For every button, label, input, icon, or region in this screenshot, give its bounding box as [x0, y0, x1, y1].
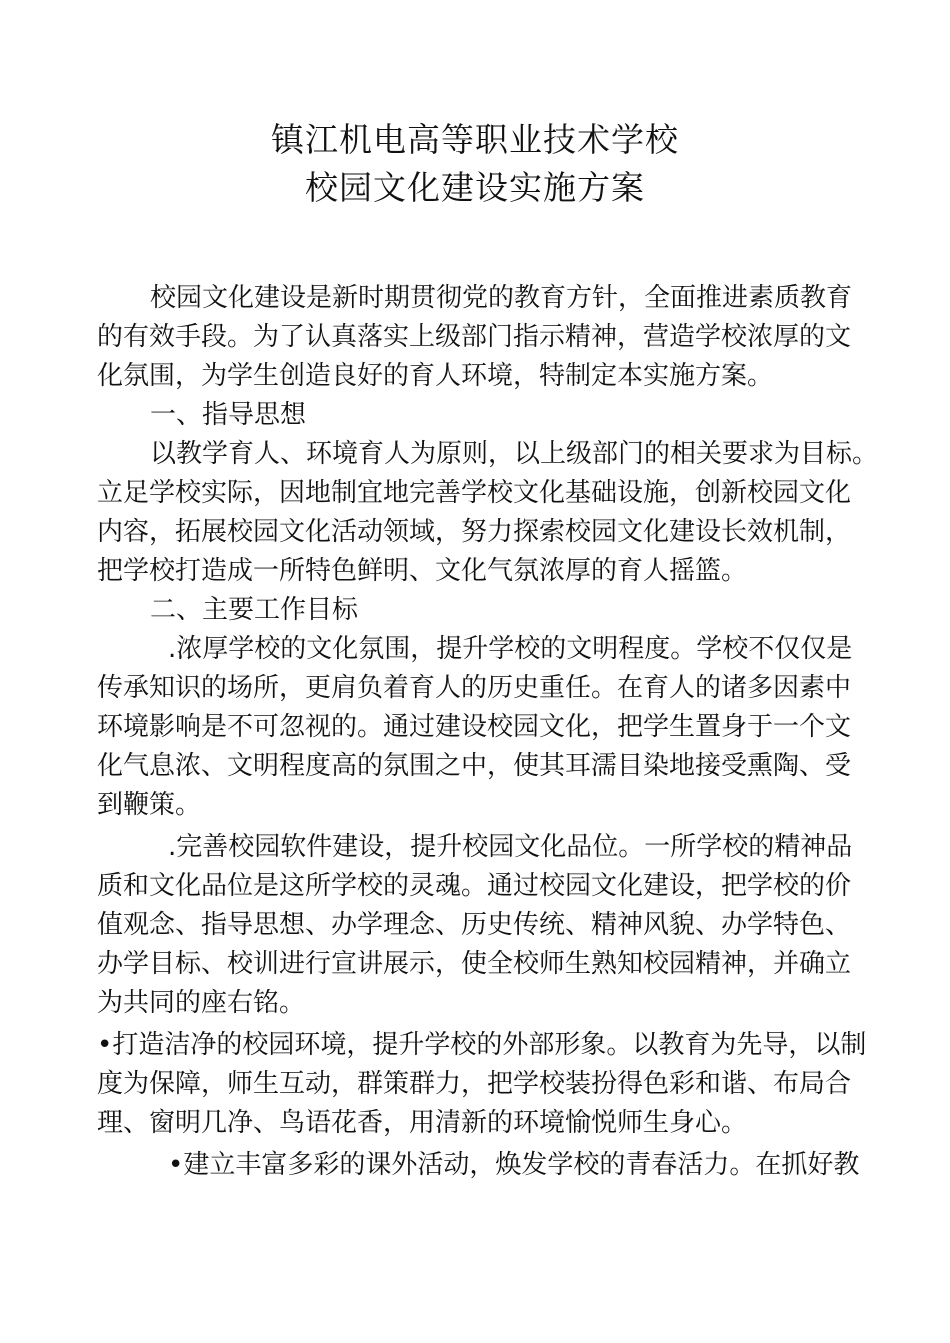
section-heading-2: 二、主要工作目标 [150, 595, 359, 625]
body-line-10: .浓厚学校的文化氛围，提升学校的文明程度。学校不仅仅是 [168, 634, 853, 664]
body-line-1: 校园文化建设是新时期贯彻党的教育方针，全面推进素质教育 [150, 283, 853, 313]
body-line-14: 到鞭策。 [97, 790, 202, 820]
body-line-16: 质和文化品位是这所学校的灵魂。通过校园文化建设，把学校的价 [97, 871, 852, 901]
body-line-6: 立足学校实际，因地制宜地完善学校文化基础设施，创新校园文化 [97, 478, 852, 508]
body-line-17: 值观念、指导思想、办学理念、历史传统、精神风貌、办学特色、 [97, 910, 852, 940]
body-line-2: 的有效手段。为了认真落实上级部门指示精神，营造学校浓厚的文 [97, 322, 852, 352]
body-line-12: 环境影响是不可忽视的。通过建设校园文化，把学生置身于一个文 [97, 712, 852, 742]
document-title-line-1: 镇江机电高等职业技术学校 [271, 120, 679, 159]
body-line-15: .完善校园软件建设，提升校园文化品位。一所学校的精神品 [168, 832, 853, 862]
body-line-20: •打造洁净的校园环境，提升学校的外部形象。以教育为先导，以制 [97, 1030, 867, 1060]
body-line-5: 以教学育人、环境育人为原则，以上级部门的相关要求为目标。 [150, 439, 879, 469]
body-line-19: 为共同的座右铭。 [97, 988, 306, 1018]
body-line-18: 办学目标、校训进行宣讲展示，使全校师生熟知校园精神，并确立 [97, 949, 852, 979]
body-line-3: 化氛围，为学生创造良好的育人环境，特制定本实施方案。 [97, 361, 774, 391]
body-line-8: 把学校打造成一所特色鲜明、文化气氛浓厚的育人摇篮。 [97, 556, 748, 586]
body-line-21: 度为保障，师生互动，群策群力，把学校装扮得色彩和谐、布局合 [97, 1069, 852, 1099]
body-line-13: 化气息浓、文明程度高的氛围之中，使其耳濡目染地接受熏陶、受 [97, 751, 852, 781]
section-heading-1: 一、指导思想 [150, 400, 307, 430]
body-line-11: 传承知识的场所，更肩负着育人的历史重任。在育人的诸多因素中 [97, 673, 852, 703]
body-line-22: 理、窗明几净、鸟语花香，用清新的环境愉悦师生身心。 [97, 1108, 748, 1138]
body-line-23: •建立丰富多彩的课外活动，焕发学校的青春活力。在抓好教 [168, 1150, 860, 1180]
body-line-7: 内容，拓展校园文化活动领域，努力探索校园文化建设长效机制， [97, 517, 852, 547]
document-title-line-2: 校园文化建设实施方案 [305, 168, 645, 207]
